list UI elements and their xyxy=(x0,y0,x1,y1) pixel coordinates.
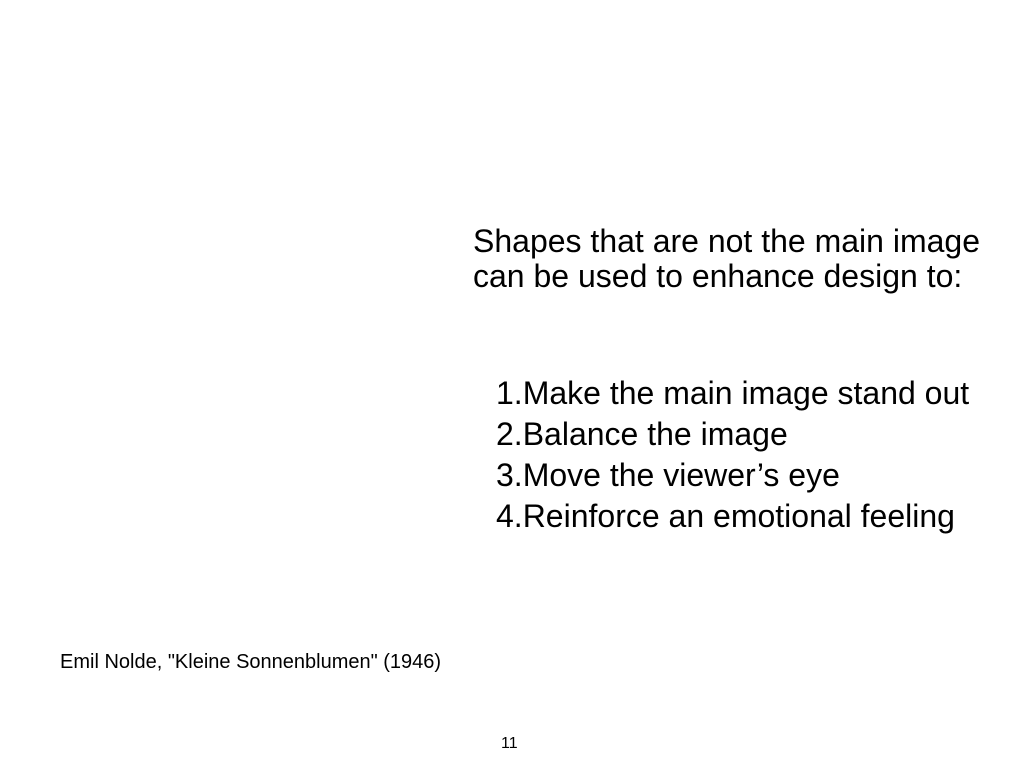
page-number: 11 xyxy=(501,735,518,752)
list-item-text: Reinforce an emotional feeling xyxy=(522,498,955,534)
list-item-number: 4. xyxy=(496,498,523,534)
list-item-text: Make the main image stand out xyxy=(522,375,970,411)
image-caption: Emil Nolde, "Kleine Sonnenblumen" (1946) xyxy=(60,651,442,673)
list-item xyxy=(496,499,1022,534)
list-item-text: Move the viewer’s eye xyxy=(522,457,840,493)
list-item-text: Balance the image xyxy=(522,416,788,452)
list-item-number: 1. xyxy=(496,375,523,411)
intro-text: Shapes that are not the main image can be used to enhance design to: xyxy=(473,223,980,294)
list-item xyxy=(496,376,1022,411)
points-list xyxy=(496,376,1022,540)
list-item-number: 2. xyxy=(496,416,523,452)
list-item xyxy=(496,417,1022,452)
list-item-number: 3. xyxy=(496,457,523,493)
list-item xyxy=(496,458,1022,493)
